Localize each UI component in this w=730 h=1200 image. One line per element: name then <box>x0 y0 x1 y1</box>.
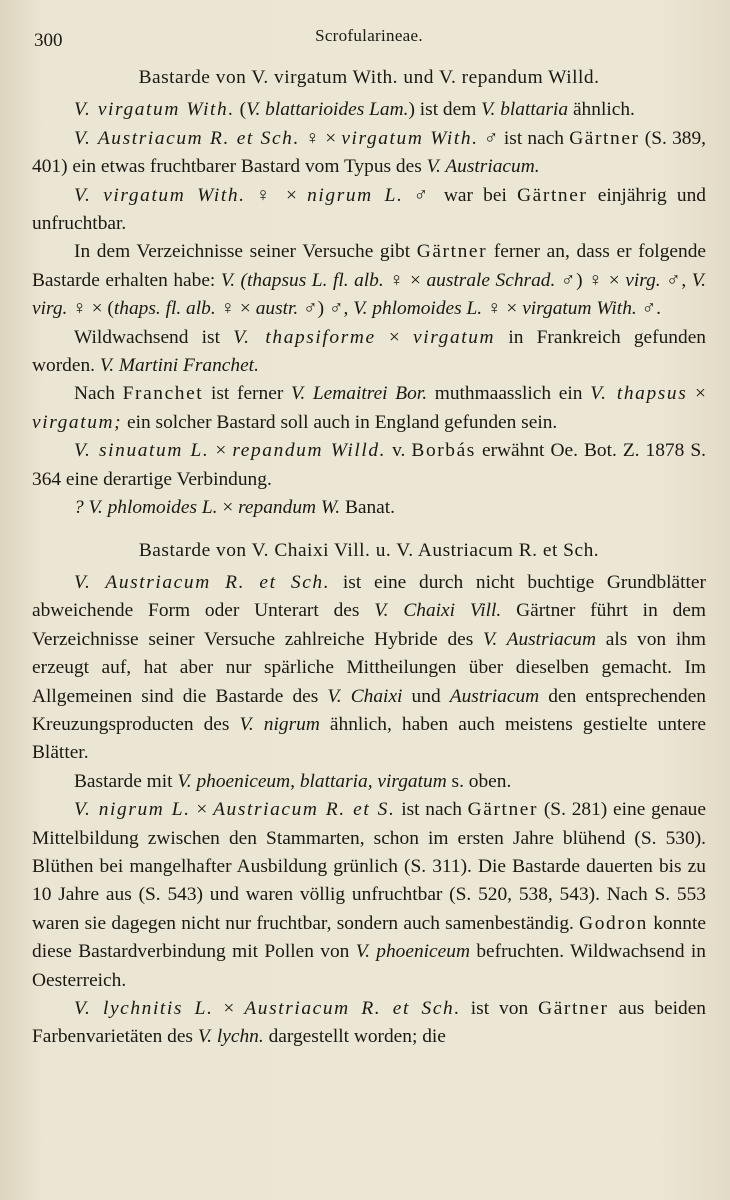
text-run: australe Schrad. <box>426 269 556 291</box>
text-run: Gärtner <box>467 799 539 821</box>
text-run: ist von <box>460 998 539 1019</box>
text-run: × <box>375 326 414 348</box>
text-run: V. Austriacum R. et Sch. <box>74 127 300 149</box>
text-run: den entsprechenden Kreuzungsproducten des <box>32 685 706 735</box>
text-run: Nach <box>74 383 123 405</box>
text-run: ? V. phlomoides L. <box>74 497 218 519</box>
text-run: Gärtner führt in dem Verzeichnisse seiner Versuche zahlreiche Hybride des <box>32 600 706 650</box>
text-body <box>32 64 706 1052</box>
text-run: ) ist dem <box>408 99 482 121</box>
text-run: × <box>687 383 706 405</box>
text-run: befruchten. Wildwachsend in Oesterreich. <box>32 941 706 991</box>
text-run: V. Martini Franchet. <box>99 355 259 377</box>
text-run: erwähnt Oe. Bot. Z. 1878 S. 364 eine derartige Verbindung. <box>32 440 706 490</box>
text-run: virg. <box>625 269 661 291</box>
text-run: ♀ × <box>482 298 523 320</box>
text-run: × <box>209 440 233 462</box>
paragraph <box>32 796 706 995</box>
text-run: V. Austriacum <box>483 628 597 650</box>
text-run: ähnlich. <box>568 99 635 121</box>
text-run: virgatum; <box>32 411 123 433</box>
text-run: ♂, <box>660 269 692 291</box>
text-run: ♂) ♀ × <box>555 269 626 291</box>
text-run: V. virgatum With. <box>74 99 235 121</box>
text-run: V. virgatum With. <box>74 184 246 206</box>
text-run: V. lychn. <box>197 1026 264 1048</box>
paragraph <box>32 324 706 381</box>
text-run: thaps. fl. alb. <box>113 298 216 320</box>
text-run: V. lychnitis L. <box>74 998 214 1019</box>
text-run: ist nach <box>395 799 468 821</box>
text-run: (S. 389, 401) ein etwas fruchtbarer Bastard vom Typus des <box>32 127 707 178</box>
text-run: V. phoeniceum, blattaria, virgatum <box>177 770 447 792</box>
text-run: V. blattaria <box>481 99 569 121</box>
text-run: ferner an, dass er folgende Bastarde erhalten habe: <box>32 241 706 291</box>
text-run: In dem Verzeichnisse seiner Versuche gibt <box>74 241 417 263</box>
text-run: V. Austriacum R. et Sch. <box>74 571 331 593</box>
text-run: Banat. <box>340 497 396 519</box>
section-heading-2: Bastarde von V. Chaixi Vill. u. V. Austriacum R. et Sch. <box>138 539 600 561</box>
running-head: Scrofularineae. <box>315 26 423 45</box>
text-run: dargestellt worden; die <box>263 1026 446 1048</box>
text-run: Gärtner <box>538 998 609 1019</box>
paragraph <box>32 182 706 239</box>
text-run: ♀ × <box>299 127 342 149</box>
text-run: ♀ × <box>215 298 256 320</box>
text-run: V. sinuatum L. <box>74 440 210 462</box>
text-run: virgatum With. <box>522 298 637 320</box>
text-run: Gärtner <box>517 184 588 206</box>
text-run: einjährig und unfruchtbar. <box>32 184 706 235</box>
text-run: ♂ ist nach <box>478 127 570 149</box>
paragraph <box>32 125 706 182</box>
text-run: Gärtner <box>416 241 488 263</box>
paragraph <box>32 995 706 1052</box>
text-run: s. oben. <box>446 770 512 792</box>
text-run: × <box>190 799 214 821</box>
text-run: V. thapsus <box>590 383 688 405</box>
text-run: V. nigrum <box>239 713 320 735</box>
text-run: muthmaasslich ein <box>427 383 591 405</box>
page-header <box>32 22 706 58</box>
text-run: V. phoeniceum <box>355 941 470 963</box>
text-run: in Frankreich gefunden worden. <box>32 326 707 377</box>
text-run: ( <box>234 99 247 121</box>
text-run: Borbás <box>411 440 476 462</box>
text-run: × <box>213 998 245 1019</box>
text-run: Austriacum <box>449 685 540 707</box>
text-run: virgatum With. <box>341 127 479 149</box>
text-run: Godron <box>579 912 648 934</box>
text-run: V. thapsiforme <box>233 326 376 348</box>
text-run: aus beiden Farbenvarietäten des <box>32 998 707 1048</box>
text-run: × <box>217 497 239 519</box>
text-run: v. <box>386 440 412 462</box>
text-run: V. Austriacum. <box>426 156 540 178</box>
text-run: V. Chaixi Vill. <box>374 600 502 622</box>
text-run: V. virg. <box>32 269 706 320</box>
paragraph <box>32 238 706 323</box>
text-run: ist ferner <box>203 383 291 405</box>
text-run: ♂. <box>636 298 661 320</box>
text-run: V. blattarioides Lam. <box>246 99 409 121</box>
text-run: ♀ × ( <box>67 298 114 320</box>
text-run: Gärtner <box>569 127 640 149</box>
text-run: nigrum L. <box>307 184 404 206</box>
text-run: austr. <box>255 298 299 320</box>
text-run: repandum W. <box>238 497 341 519</box>
paragraph <box>32 96 706 124</box>
section-heading-1: Bastarde von V. virgatum With. und V. repandum Willd. <box>138 67 600 88</box>
text-run: (S. 281) eine genaue Mittelbildung zwischen den Stammarten, schon im ersten Jahre blühend (S. 530). Blüthen bei mangelhafter Ausbildung grünlich (S. 311). Die Bastarde dauerten bis zu 10 Jahre aus (S. 543) und waren völlig unfruchtbar (S. 520, 538, 543). Nach S. 553 waren sie dagegen nicht nur fruchtbar, sondern auch samenbeständig. <box>32 799 706 934</box>
text-run: Austriacum R. et Sch. <box>244 998 461 1019</box>
text-run: ist eine durch nicht buchtige Grundblätter abweichende Form oder Unterart des <box>32 571 706 622</box>
text-run: und <box>402 685 450 707</box>
text-run: Franchet <box>122 383 204 405</box>
text-run: ♀ × <box>383 269 427 291</box>
text-run: Austriacum R. et S. <box>213 799 396 821</box>
text-run: ähnlich, haben auch meistens gestielte untere Blätter. <box>32 713 707 764</box>
paragraph <box>32 437 706 494</box>
paragraph <box>32 494 706 522</box>
text-run: V. (thapsus L. fl. alb. <box>220 269 384 291</box>
text-run: als von ihm erzeugt auf, hat aber nur spärliche Mittheilungen über dieselben gemacht. Im Allgemeinen sind die Bastarde des <box>32 628 706 707</box>
text-run: konnte diese Bastardverbindung mit Pollen von <box>32 912 706 963</box>
text-run: V. Chaixi <box>327 685 403 707</box>
text-run: V. Lemaitrei Bor. <box>290 383 428 405</box>
text-run: ♂) ♂, <box>298 298 354 320</box>
text-run: Wildwachsend ist <box>74 326 234 348</box>
text-run: ♂ war bei <box>403 184 518 206</box>
text-run: V. nigrum L. <box>74 799 191 821</box>
paragraph <box>32 768 706 796</box>
page-number: 300 <box>34 30 63 51</box>
text-run: V. phlomoides L. <box>353 298 483 320</box>
text-run: virgatum <box>413 326 496 348</box>
text-run: ♀ × <box>245 184 308 206</box>
text-run: ein solcher Bastard soll auch in England gefunden sein. <box>122 411 558 433</box>
paragraph <box>32 569 706 768</box>
text-run: repandum Willd. <box>232 440 387 462</box>
paragraph <box>32 380 706 437</box>
text-run: Bastarde mit <box>74 770 178 792</box>
